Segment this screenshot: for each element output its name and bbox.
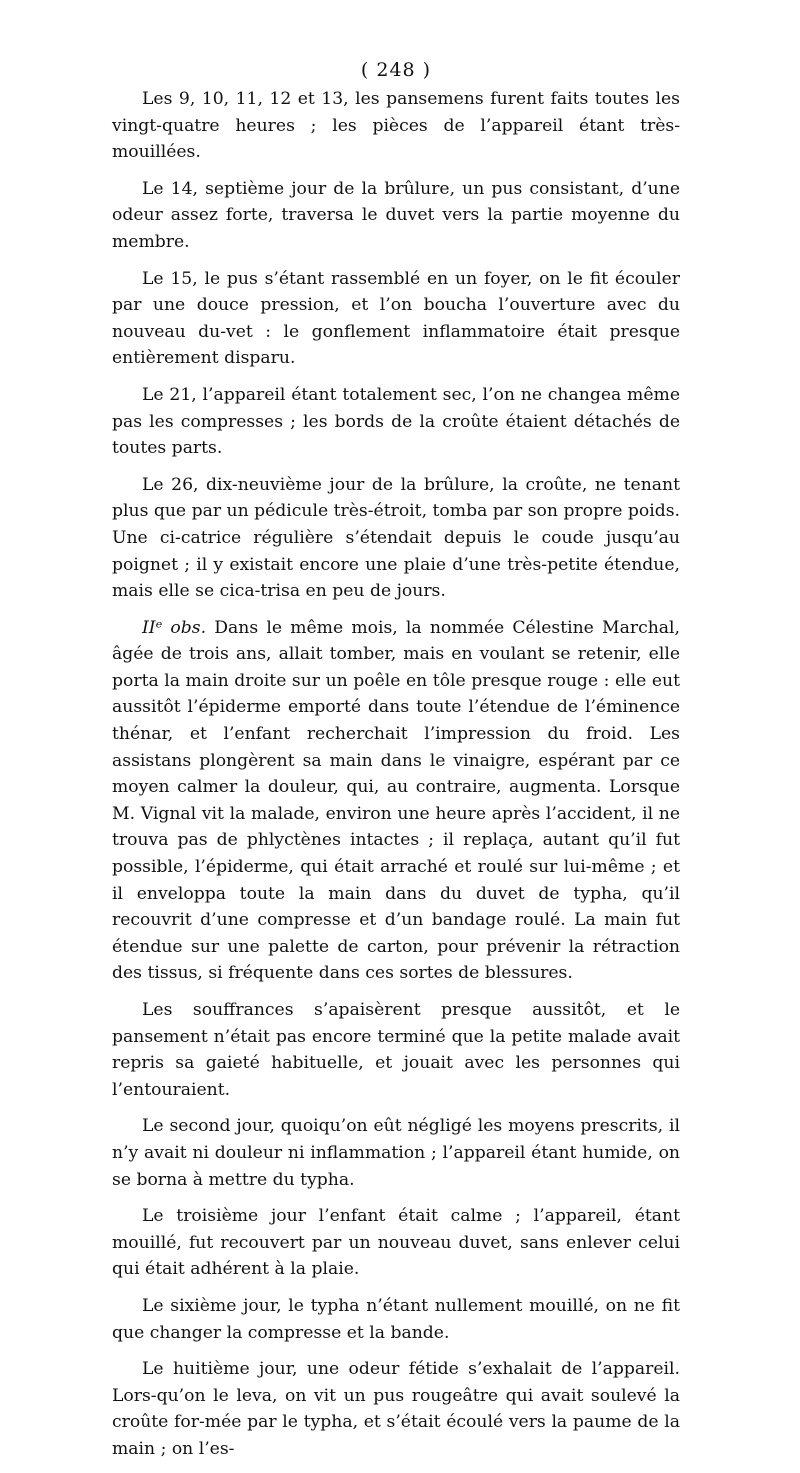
paragraph: Le 26, dix-neuvième jour de la brûlure, la croûte, ne tenant plus que par un pédicule très-étroit, tomba par son propre poids. Une ci-catrice régulière s’étendait depuis le coude jusqu’au poignet ; il y existait encore une plaie d’une très-petite étendue, mais elle se cica-trisa en peu de jours. (112, 474, 680, 602)
observation-label: IIᵉ obs. (142, 617, 207, 638)
paragraph: Les souffrances s’apaisèrent presque aussitôt, et le pansement n’était pas encore terminé que la petite malade avait repris sa gaieté habituelle, et jouait avec les personnes qui l’entouraient. (112, 1000, 680, 1100)
paragraph: Le 15, le pus s’étant rassemblé en un foyer, on le fit écouler par une douce pression, et l’on boucha l’ouverture avec du nouveau du-vet : le gonflement inflammatoire était presque entièrement disparu. (112, 268, 680, 369)
paragraph: Le huitième jour, une odeur fétide s’exhalait de l’appareil. Lors-qu’on le leva, on vit un pus rougeâtre qui avait soulevé la croûte for-mée par le typha, et s’était écoulé vers la paume de la main ; on l’es- (112, 1359, 680, 1459)
paragraph: Le troisième jour l’enfant était calme ; l’appareil, étant mouillé, fut recouvert par un nouveau duvet, sans enlever celui qui était adhérent à la plaie. (112, 1206, 680, 1280)
observation-paragraph (112, 615, 680, 987)
paragraph: Le 14, septième jour de la brûlure, un pus consistant, d’une odeur assez forte, traversa le duvet vers la partie moyenne du membre. (112, 178, 680, 252)
paragraph: Le 21, l’appareil étant totalement sec, l’on ne changea même pas les compresses ; les bords de la croûte étaient détachés de toutes parts. (112, 384, 680, 459)
paragraph: Le sixième jour, le typha n’étant nullement mouillé, on ne fit que changer la compresse et la bande. (112, 1295, 680, 1343)
book-page (112, 56, 680, 1473)
page-number: ( 248 ) (360, 59, 432, 81)
observation-text: Dans le même mois, la nommée Célestine Marchal, âgée de trois ans, allait tomber, mais en voulant se retenir, elle porta la main droite sur un poêle en tôle presque rouge : elle eut aussitôt l’épiderme emporté dans toute l’étendue de l’éminence thénar, et l’enfant recherchait l’impression du froid. Les assistans plongèrent sa main dans le vinaigre, espérant par ce moyen calmer la douleur, qui, au contraire, augmenta. Lorsque M. Vignal vit la malade, environ une heure après l’accident, il ne trouva pas de phlyctènes intactes ; il replaça, autant qu’il fut possible, l’épiderme, qui était arraché et roulé sur lui-même ; et il enveloppa toute la main dans du duvet de typha, qu’il recouvrit d’une compresse et d’un bandage roulé. La main fut étendue sur une palette de carton, pour prévenir la rétraction des tissus, si fréquente dans ces sortes de blessures. (112, 617, 680, 984)
paragraph: Le second jour, quoiqu’on eût négligé les moyens prescrits, il n’y avait ni douleur ni inflammation ; l’appareil étant humide, on se borna à mettre du typha. (112, 1116, 680, 1190)
paragraph: Les 9, 10, 11, 12 et 13, les pansemens furent faits toutes les vingt-quatre heures ; les pièces de l’appareil étant très-mouillées. (112, 89, 680, 163)
